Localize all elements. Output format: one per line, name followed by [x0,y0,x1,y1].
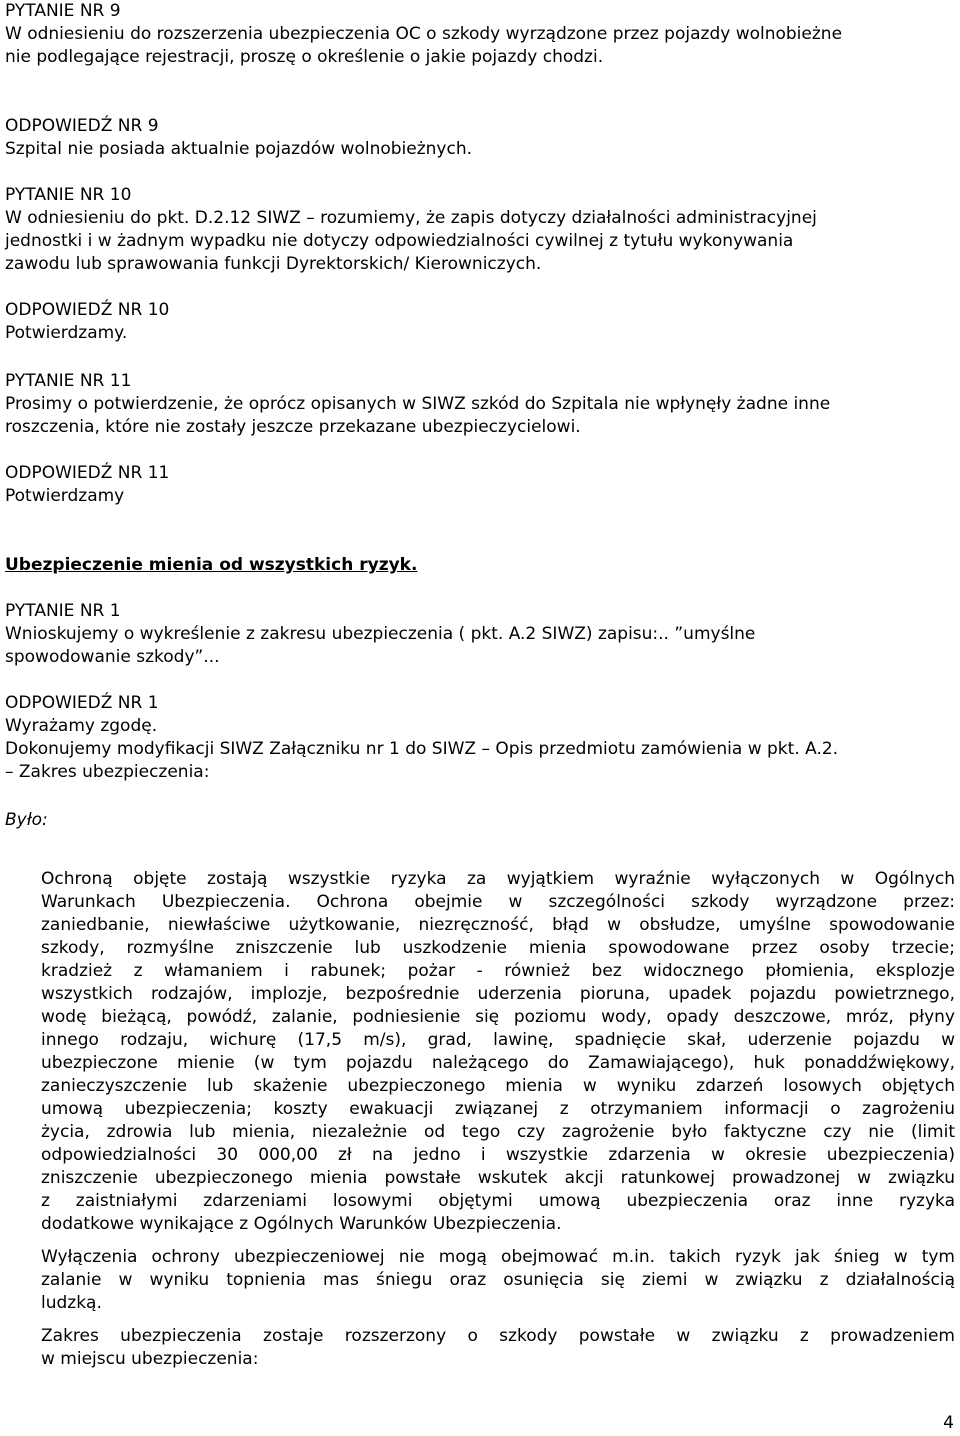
question-text-line: nie podlegające rejestracji, proszę o określenie o jakie pojazdy chodzi. [5,47,604,67]
paragraph-line: wodę bieżącą, powódź, zalanie, podniesienie się poziomu wody, opady deszczowe, mróz, płyny [41,1007,955,1027]
question-text-line: W odniesieniu do rozszerzenia ubezpieczenia OC o szkody wyrządzone przez pojazdy wolnobieżne [5,24,843,44]
paragraph-line: odpowiedzialności 30 000,00 zł na jedno i wszystkie zdarzenia w okresie ubezpieczenia) [41,1145,955,1165]
coverage-paragraph [41,868,955,1371]
question-text-line: roszczenia, które nie zostały jeszcze przekazane ubezpieczycielowi. [5,417,581,437]
paragraph-line: zaniedbanie, niewłaściwe użytkowanie, niezręczność, błąd w obsłudze, umyślne spowodowanie [41,915,955,935]
paragraph-line: z zaistniałymi zdarzeniami losowymi objętymi umową ubezpieczenia oraz inne ryzyka [41,1191,955,1211]
paragraph-line: zalanie w wyniku topnienia mas śniegu oraz osunięcia się ziemi w związku z działalnością [41,1270,955,1290]
answer-text-line: Potwierdzamy [5,486,125,506]
question-heading: PYTANIE NR 9 [5,1,121,21]
question-text-line: Wnioskujemy o wykreślenie z zakresu ubezpieczenia ( pkt. A.2 SIWZ) zapisu:.. ”umyślne [5,624,756,644]
question-text-line: jednostki i w żadnym wypadku nie dotyczy odpowiedzialności cywilnej z tytułu wykonywania [5,231,794,251]
question-heading: PYTANIE NR 1 [5,601,121,621]
paragraph-line: Warunkach Ubezpieczenia. Ochrona obejmie w szczególności szkody wyrządzone przez: [41,892,955,912]
paragraph-line: zanieczyszczenie lub skażenie ubezpieczonego mienia w wyniku zdarzeń losowych objętych [41,1076,955,1096]
paragraph-line: wszystkich rodzajów, implozje, bezpośrednie uderzenia pioruna, upadek pojazdu powietrznego, [41,984,955,1004]
answer-heading: ODPOWIEDŹ NR 1 [5,693,159,713]
paragraph-line: szkody, rozmyślne zniszczenie lub uszkodzenie mienia spowodowane przez osoby trzecie; [41,938,955,958]
question-heading: PYTANIE NR 11 [5,371,132,391]
answer-heading: ODPOWIEDŹ NR 10 [5,300,170,320]
paragraph-line: zniszczenie ubezpieczonego mienia powstałe wskutek akcji ratunkowej prowadzonej w związku [41,1168,955,1188]
question-heading: PYTANIE NR 10 [5,185,132,205]
question-9 [5,0,955,69]
paragraph-line: Zakres ubezpieczenia zostaje rozszerzony o szkody powstałe w związku z prowadzeniem [41,1326,955,1346]
paragraph-line: kradzież z włamaniem i rabunek; pożar - również bez widocznego płomienia, eksplozje [41,961,955,981]
answer-text-line: Dokonujemy modyfikacji SIWZ Załączniku nr 1 do SIWZ – Opis przedmiotu zamówienia w pkt. A.2. [5,739,839,759]
question-1 [5,600,955,669]
answer-heading: ODPOWIEDŹ NR 11 [5,463,170,483]
document-page [5,0,955,1371]
bylo-label: Było: [5,810,48,830]
answer-9 [5,115,955,161]
answer-1 [5,692,955,784]
answer-11 [5,462,955,508]
paragraph-line: w miejscu ubezpieczenia: [41,1349,259,1369]
paragraph-line: Ochroną objęte zostają wszystkie ryzyka za wyjątkiem wyraźnie wyłączonych w Ogólnych [41,869,955,889]
page-number: 4 [943,1413,954,1433]
answer-text-line: Wyrażamy zgodę. [5,716,158,736]
paragraph-line: ludzką. [41,1293,102,1313]
paragraph-line: życia, zdrowia lub mienia, niezależnie od tego czy zagrożenie było faktyczne czy nie (limit [41,1122,955,1142]
paragraph-line: Wyłączenia ochrony ubezpieczeniowej nie mogą obejmować m.in. takich ryzyk jak śnieg w tym [41,1247,955,1267]
answer-10 [5,299,955,345]
paragraph-line: umową ubezpieczenia; koszty ewakuacji związanej z otrzymaniem informacji o zagrożeniu [41,1099,955,1119]
paragraph-line: innego rodzaju, wichurę (17,5 m/s), grad, lawinę, spadnięcie skał, uderzenie pojazdu w [41,1030,955,1050]
answer-heading: ODPOWIEDŹ NR 9 [5,116,159,136]
answer-text-line: Szpital nie posiada aktualnie pojazdów wolnobieżnych. [5,139,473,159]
question-10 [5,184,955,276]
paragraph-line: dodatkowe wynikające z Ogólnych Warunków Ubezpieczenia. [41,1214,562,1234]
question-text-line: zawodu lub sprawowania funkcji Dyrektorskich/ Kierowniczych. [5,254,542,274]
paragraph-line: ubezpieczone mienie (w tym pojazdu należącego do Zamawiającego), huk ponaddźwiękowy, [41,1053,955,1073]
answer-text-line: Potwierdzamy. [5,323,128,343]
question-text-line: Prosimy o potwierdzenie, że oprócz opisanych w SIWZ szkód do Szpitala nie wpłynęły żadne inne [5,394,831,414]
question-text-line: W odniesieniu do pkt. D.2.12 SIWZ – rozumiemy, że zapis dotyczy działalności administracyjnej [5,208,817,228]
answer-text-line: – Zakres ubezpieczenia: [5,762,210,782]
question-text-line: spowodowanie szkody”... [5,647,220,667]
section-title: Ubezpieczenie mienia od wszystkich ryzyk. [5,555,418,575]
question-11 [5,370,955,439]
